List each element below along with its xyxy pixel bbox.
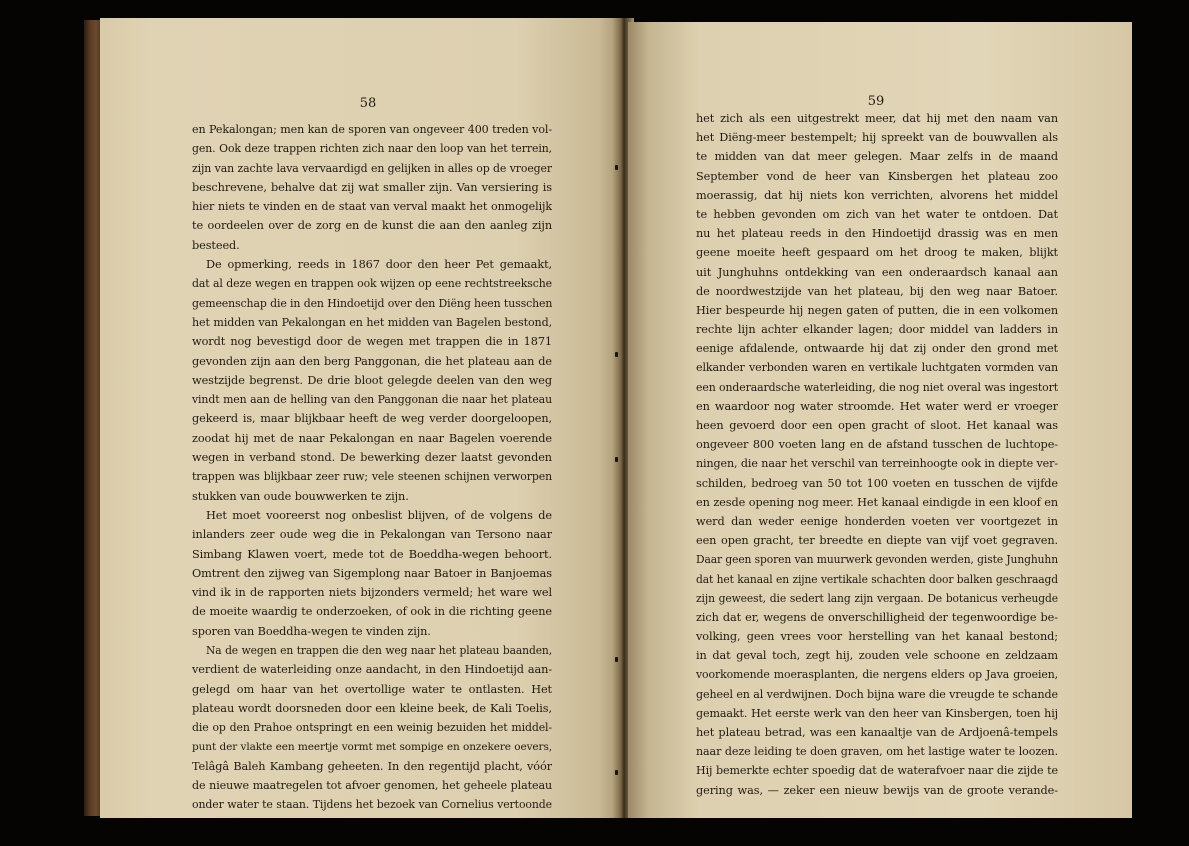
text-line: die op den Prahoe ontspringt en een weinig bezuiden het middel-: [192, 721, 552, 735]
text-line: vindt men aan de helling van den Panggonan die naar het plateau: [192, 393, 552, 407]
text-line: te midden van dat meer gelegen. Maar zelfs in de maand: [696, 150, 1058, 164]
text-line: Het moet vooreerst nog onbeslist blijven, of de volgens de: [206, 508, 552, 522]
text-line: elkander verbonden waren en vertikale luchtgaten vormden van: [696, 361, 1058, 375]
text-line: geheel en al verdwijnen. Doch bijna ware die vreugde te schande: [696, 687, 1058, 701]
text-line: gemaakt. Het eerste werk van den heer van Kinsbergen, toen hij: [696, 706, 1058, 720]
text-line: werd dan weder eenige honderden voeten ver voortgezet in: [696, 514, 1058, 528]
gutter-mark: [615, 657, 618, 662]
text-line: besteed.: [192, 238, 240, 252]
text-line: dat het kanaal en zijne vertikale schachten door balken geschraagd: [696, 572, 1058, 586]
text-line: wegen in verband stond. De bewerking dezer laatst gevonden: [192, 451, 552, 465]
text-line: het zich als een uitgestrekt meer, dat hij met den naam van: [696, 112, 1058, 125]
text-line: en Pekalongan; men kan de sporen van ongeveer 400 treden vol-: [192, 123, 552, 136]
text-line: nu het plateau reeds in den Hindoetijd drassig was en men: [696, 227, 1058, 241]
text-line: een open gracht, ter breedte en diepte van vijf voet gegraven.: [696, 534, 1058, 548]
text-line: heen gevoerd door een open gracht of sloot. Het kanaal was: [696, 419, 1058, 432]
left-page: [100, 18, 620, 818]
text-line: in dat geval toch, zegt hij, zouden vele schoone en zeldzaam: [696, 649, 1058, 663]
text-line: Simbang Klawen voert, mede tot de Boeddha-wegen behoort.: [192, 547, 552, 561]
text-line: Daar geen sporen van muurwerk gevonden werden, giste Junghuhn: [696, 553, 1058, 567]
text-line: volking, geen vrees voor herstelling van het kanaal bestond;: [696, 630, 1058, 644]
text-line: het Diëng-meer bestempelt; hij spreekt van de bouwvallen als: [696, 131, 1058, 145]
text-line: beschrevene, behalve dat zij wat smaller zijn. Van versiering is: [192, 180, 552, 194]
text-line: Telâgâ Baleh Kambang geheeten. In den regentijd placht, vóór: [192, 759, 552, 773]
text-line: gevonden zijn aan den berg Panggonan, die het plateau aan de: [192, 354, 552, 368]
right-page-text: [696, 109, 1058, 800]
text-line: inlanders zeer oude weg die in Pekalongan van Tersono naar: [192, 528, 552, 542]
text-line: zijn van zachte lava vervaardigd en gelijken in alles op de vroeger: [192, 161, 552, 175]
text-line: plateau wordt doorsneden door een kleine beek, de Kali Toelis,: [192, 701, 552, 715]
text-line: ningen, die naar het verschil van terreinhoogte ook in diepte ver-: [696, 457, 1058, 471]
gutter-mark: [615, 770, 618, 775]
left-page-text: [192, 120, 552, 815]
text-line: rechte lijn achter elkander lagen; door middel van ladders in: [696, 323, 1058, 337]
text-line: zich dat er, wegens de onverschilligheid der tegenwoordige be-: [696, 610, 1058, 624]
text-line: gen. Ook deze trappen richten zich naar den loop van het terrein,: [192, 142, 552, 156]
text-line: en waardoor nog water stroomde. Het water werd er vroeger: [696, 399, 1058, 413]
text-line: Na de wegen en trappen die den weg naar het plateau baanden,: [206, 644, 552, 658]
text-line: voorkomende moerasplanten, die nergens elders op Java groeien,: [696, 668, 1058, 682]
text-line: sporen van Boeddha-wegen te vinden zijn.: [192, 624, 431, 638]
text-line: moerassig, dat hij niets kon verrichten, alvorens het middel: [696, 188, 1058, 202]
text-line: onder water te staan. Tijdens het bezoek van Cornelius vertoonde: [192, 798, 552, 812]
text-line: verdient de waterleiding onze aandacht, in den Hindoetijd aan-: [192, 663, 552, 677]
page-number-left: 58: [359, 96, 377, 111]
text-line: Omtrent den zijweg van Sigemplong naar Batoer in Banjoemas: [192, 566, 552, 580]
text-line: trappen was blijkbaar zeer ruw; vele steenen schijnen verworpen: [192, 470, 552, 484]
text-line: gemeenschap die in den Hindoetijd over den Diëng heen tusschen: [192, 296, 552, 310]
text-line: het plateau betrad, was een kanaaltje van de Ardjoenâ-tempels: [696, 726, 1058, 739]
text-line: punt der vlakte een meertje vormt met sompige en onzekere oevers,: [192, 740, 552, 753]
text-line: September vond de heer van Kinsbergen het plateau zoo: [696, 169, 1058, 183]
text-line: naar deze leiding te doen graven, om het lastige water te loozen.: [696, 745, 1058, 759]
text-line: Hier bespeurde hij negen gaten of putten, die in een volkomen: [696, 303, 1058, 317]
gutter-mark: [615, 457, 618, 462]
text-line: de noordwestzijde van het plateau, bij den weg naar Batoer.: [696, 284, 1058, 298]
text-line: zoodat hij met de naar Pekalongan en naar Bagelen voerende: [192, 431, 552, 445]
text-line: Hij bemerkte echter spoedig dat de waterafvoer naar die zijde te: [696, 764, 1058, 778]
text-line: hier niets te vinden en de staat van verval maakt het onmogelijk: [192, 200, 552, 214]
text-line: te hebben gevonden om zich van het water te ontdoen. Dat: [696, 207, 1058, 221]
text-line: een onderaardsche waterleiding, die nog niet overal was ingestort: [696, 380, 1058, 394]
text-line: De opmerking, reeds in 1867 door den heer Pet gemaakt,: [206, 258, 552, 272]
page-number-right: 59: [867, 94, 885, 109]
text-line: het midden van Pekalongan en het midden van Bagelen bestond,: [192, 315, 552, 329]
text-line: ongeveer 800 voeten lang en de afstand tusschen de luchtope-: [696, 438, 1058, 452]
text-line: dat al deze wegen en trappen ook wijzen op eene rechtstreeksche: [192, 277, 552, 291]
text-line: vind ik in de rapporten niets bijzonders vermeld; het ware wel: [192, 586, 552, 600]
text-line: uit Junghuhns ontdekking van een onderaardsch kanaal aan: [696, 265, 1058, 279]
text-line: gering was, — zeker een nieuw bewijs van de groote verande-: [696, 783, 1058, 797]
text-line: zijn geweest, die sedert lang zijn vergaan. De botanicus verheugde: [696, 591, 1058, 605]
text-line: geene moeite heeft gespaard om het droog te maken, blijkt: [696, 246, 1058, 260]
text-line: eenige afdalende, ontwaarde hij dat zij onder den grond met: [696, 342, 1058, 356]
text-line: en zesde opening nog meer. Het kanaal eindigde in een kloof en: [696, 495, 1058, 509]
text-line: stukken van oude bouwwerken te zijn.: [192, 489, 409, 503]
text-line: gekeerd is, maar blijkbaar heeft de weg verder doorgeloopen,: [192, 412, 552, 426]
gutter-mark: [615, 165, 618, 170]
text-line: te oordeelen over de zorg en de kunst die aan den aanleg zijn: [192, 219, 552, 233]
gutter-mark: [615, 352, 618, 357]
text-line: westzijde begrenst. De drie bloot gelegde deelen van den weg: [192, 373, 552, 387]
text-line: gelegd om haar van het overtollige water te ontlasten. Het: [192, 682, 552, 696]
text-line: schilden, bedroeg van 50 tot 100 voeten en tusschen de vijfde: [696, 476, 1058, 490]
text-line: de nieuwe maatregelen tot afvoer genomen, het geheele plateau: [192, 779, 552, 793]
text-line: wordt nog bevestigd door de wegen met trappen die in 1871: [192, 335, 552, 349]
text-line: de moeite waardig te onderzoeken, of ook in die richting geene: [192, 605, 552, 619]
right-page: [628, 22, 1132, 818]
